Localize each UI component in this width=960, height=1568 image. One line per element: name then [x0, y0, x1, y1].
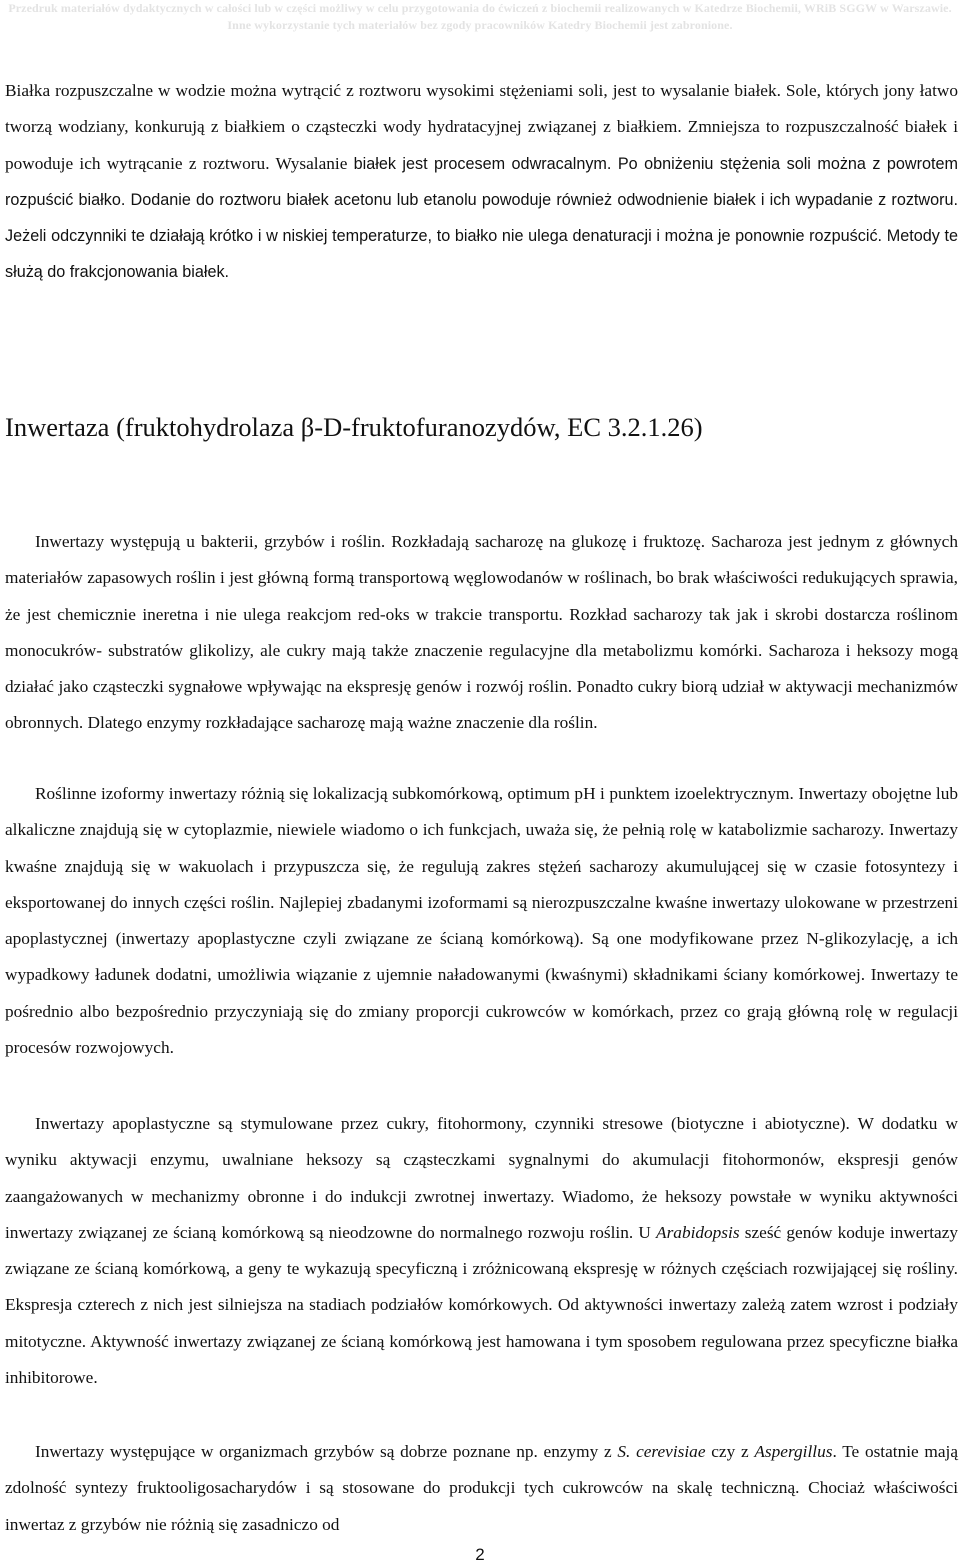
- paragraph-4-text-c: . Te ostatnie mają zdolność syntezy fruktooligosacharydów i są stosowane do produkcji tych cukrowców na skalę techniczną. Chociaż właściwości inwertaz z grzybów nie różnią się zasadniczo od: [5, 1442, 959, 1534]
- section-heading: Inwertaza (fruktohydrolaza β-D-fruktofuranozydów, EC 3.2.1.26): [5, 412, 703, 442]
- page-number: 2: [475, 1545, 485, 1564]
- salting-out-section: [5, 73, 958, 291]
- salting-out-text-serif: Białka rozpuszczalne w wodzie można wytrącić z roztworu wysokimi stężeniami soli, jest to wysalanie białek. Sole, których jony łatwo tworzą wodziany, konkurują z białkiem o cząsteczki wody hydratacyjnej związanej z białkiem. Zmniejsza to rozpuszczalność białek i powoduje ich wytrącanie z roztworu. Wysalanie: [5, 81, 958, 173]
- paragraph-4-text-b: czy z: [705, 1442, 755, 1461]
- invertase-paragraph-4: [5, 1434, 958, 1543]
- aspergillus-italic: Aspergillus: [754, 1442, 833, 1461]
- salting-out-text-sans: białek jest procesem odwracalnym. Po obniżeniu stężenia soli można z powrotem rozpuścić białko. Dodanie do roztworu białek acetonu lub etanolu powoduje również odwodnienie białek i ich wypadanie z roztworu. Jeżeli odczynniki te działają krótko i w niskiej temperaturze, to białko nie ulega denaturacji i można je ponownie rozpuścić. Metody te służą do frakcjonowania białek.: [5, 154, 958, 282]
- paragraph-3-text-a: Inwertazy apoplastyczne są stymulowane przez cukry, fitohormony, czynniki stresowe (biotyczne i abiotyczne). W dodatku w wyniku aktywacji enzymu, uwalniane heksozy są cząsteczkami sygnalnymi do akumulacji fitohormonów, ekspresji genów zaangażowanych w mechanizmy obronne i do indukcji zwrotnej inwertazy. Wiadomo, że heksozy powstałe w wyniku aktywności inwertazy związanej ze ścianą komórkową są nieodzowne do normalnego rozwoju roślin. U: [5, 1114, 958, 1242]
- invertase-isoforms: [5, 776, 958, 1066]
- invertase-paragraph-3: [5, 1106, 958, 1396]
- s-cerevisiae-italic: S. cerevisiae: [617, 1442, 706, 1461]
- invertase-paragraph-2: Roślinne izoformy inwertazy różnią się lokalizacją subkomórkową, optimum pH i punktem izoelektrycznym. Inwertazy obojętne lub alkaliczne znajdują się w cytoplazmie, niewiele wiadomo o ich funkcjach, uważa się, że pełnią rolę w katabolizmie sacharozy. Inwertazy kwaśne znajdują się w wakuolach i przypuszcza się, że regulują zakres stężeń sacharozy akumulującej się w czasie fotosyntezy i eksportowanej do innych części roślin. Najlepiej zbadanymi izoformami są nierozpuszczalne kwaśne inwertazy ulokowane w przestrzeni apoplastycznej (inwertazy apoplastyczne czyli związane ze ścianą komórkową). Są one modyfikowane przez N-glikozylację, a ich wypadkowy ładunek dodatni, umożliwia wiązanie z ujemnie naładowanymi (kwaśnymi) składnikami ściany komórkowej. Inwertazy te pośrednio albo bezpośrednio przyczyniają się do zmiany proporcji cukrowców w komórkach, przez co grają główną rolę w regulacji procesów rozwojowych.: [5, 784, 958, 1058]
- salting-out-paragraph: [5, 73, 958, 291]
- arabidopsis-italic: Arabidopsis: [656, 1222, 740, 1242]
- paragraph-3-text-b: sześć genów koduje inwertazy związane ze ścianą komórkową, a geny te wykazują specyficzną i zróżnicowaną ekspresję w różnych częściach rozwijającej się rośliny. Ekspresja czterech z nich jest silniejsza na stadiach podziałów komórkowych. Od aktywności inwertazy zależą zatem wzrost i podziały mitotyczne. Aktywność inwertazy związanej ze ścianą komórkową jest hamowana i tym sposobem regulowana przez specyficzne białka inhibitorowe.: [5, 1222, 959, 1388]
- paragraph-4-text-a: Inwertazy występujące w organizmach grzybów są dobrze poznane np. enzymy z: [35, 1442, 618, 1461]
- invertase-intro: [5, 524, 958, 742]
- invertase-fungi: [5, 1434, 958, 1543]
- copyright-watermark: Przedruk materiałów dydaktycznych w całości lub w części możliwy w celu przygotowania do ćwiczeń z biochemii realizowanych w Katedrze Biochemii, WRiB SGGW w Warszawie. Inne wykorzystanie tych materiałów bez zgody pracowników Katedry Biochemii jest zabronione.: [8, 1, 952, 32]
- invertase-apoplastic: [5, 1106, 958, 1396]
- invertase-paragraph-1: Inwertazy występują u bakterii, grzybów i roślin. Rozkładają sacharozę na glukozę i fruktozę. Sacharoza jest jednym z głównych materiałów zapasowych roślin i jest główną formą transportową węglowodanów w roślinach, bo brak właściwości redukujących sprawia, że jest chemicznie ineretna i nie ulega reakcjom red-oks w trakcie transportu. Rozkład sacharozy tak jak i skrobi dostarcza roślinom monocukrów- substratów glikolizy, ale cukry mają także znaczenie regulacyjne dla metabolizmu komórki. Sacharoza i heksozy mogą działać jako cząsteczki sygnałowe wpływając na ekspresję genów i rozwój roślin. Ponadto cukry biorą udział w aktywacji mechanizmów obronnych. Dlatego enzymy rozkładające sacharozę mają ważne znaczenie dla roślin.: [5, 532, 958, 733]
